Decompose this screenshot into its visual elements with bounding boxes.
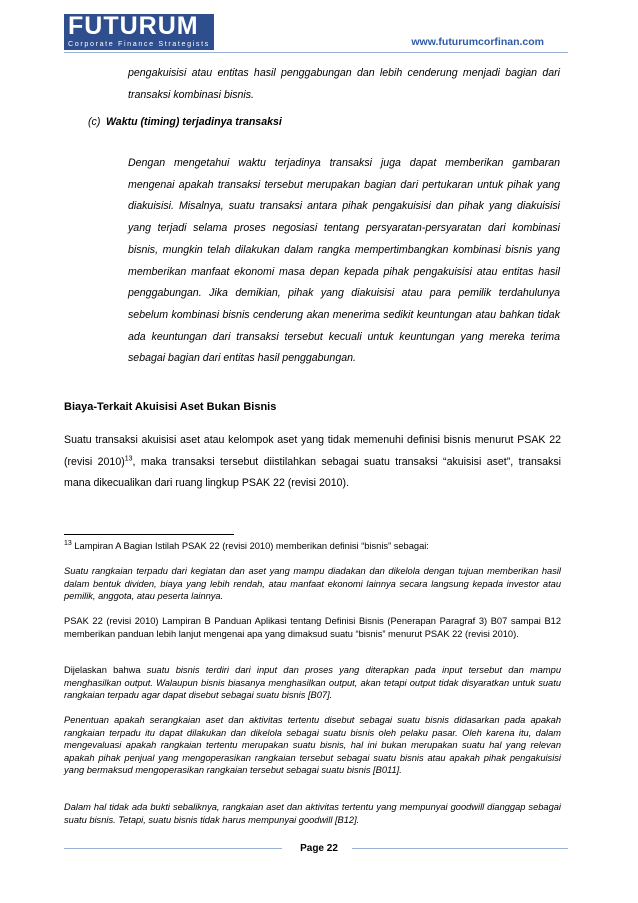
footnote-p5: Dalam hal tidak ada bukti sebaliknya, rangkaian aset dan aktivitas tertentu yang mempunyai goodwill dianggap sebagai suatu bisnis. Tetapi, suatu bisnis tidak harus mempunyai goodwill [B12]. bbox=[64, 802, 561, 825]
header-divider bbox=[64, 52, 568, 53]
footnote-ref[interactable]: 13 bbox=[124, 454, 133, 462]
section-paragraph bbox=[64, 430, 561, 495]
item-c-label: (c) bbox=[88, 116, 101, 128]
item-c-heading bbox=[88, 116, 282, 128]
footnote-intro bbox=[64, 540, 561, 553]
footnote-p4: Penentuan apakah serangkaian aset dan aktivitas tertentu disebut sebagai suatu bisnis didasarkan pada apakah rangkaian terpadu itu dapat dilakukan dan dikelola sebagai suatu bisnis oleh pelaku pasar. Oleh karena itu, dalam mengevaluasi apakah rangkaian tertentu merupakan suatu bisnis, hal ini bukan merupakan suatu hal yang relevan apakah pihak penjual yang mengoperasikan rangkaian tersebut sebagai suatu bisnis atau apakah pihak pengakuisisi yang bermaksud mengoperasikan rangkaian tersebut sebagai suatu bisnis [B011]. bbox=[64, 715, 561, 776]
footnote-number: 13 bbox=[64, 539, 72, 547]
footnote-divider bbox=[64, 534, 234, 535]
footnote-p2: PSAK 22 (revisi 2010) Lampiran B Panduan Aplikasi tentang Definisi Bisnis (Penerapan Paragraf 3) B07 sampai B12 memberikan panduan lebih lanjut mengenai apa yang dimaksud suatu “bisnis” menurut PSAK 22 (revisi 2010). bbox=[64, 616, 561, 639]
footer-divider-right bbox=[352, 848, 568, 849]
footnote-p3-italic: suatu bisnis terdiri dari input dan proses yang diterapkan pada input tersebut dan mampu menghasilkan output. Walaupun bisnis biasanya menghasilkan output, akan tetapi output tidak disyaratkan untuk suatu rangkaian terpadu agar dapat disebut sebagai suatu bisnis [B07]. bbox=[64, 665, 561, 701]
section-heading: Biaya-Terkait Akuisisi Aset Bukan Bisnis bbox=[64, 401, 277, 413]
footnote-p1: Suatu rangkaian terpadu dari kegiatan dan aset yang mampu diadakan dan dikelola dengan tujuan memberikan hasil dalam bentuk dividen, biaya yang lebih rendah, atau manfaat ekonomi lainnya secara langsung kepada investor atau pemilik, anggota, atau peserta lainnya. bbox=[64, 566, 561, 602]
logo-text: FUTURUM bbox=[68, 12, 199, 40]
logo-tagline: Corporate Finance Strategists bbox=[68, 39, 210, 48]
item-c-title: Waktu (timing) terjadinya transaksi bbox=[106, 116, 282, 128]
section-text-part1: Suatu transaksi akuisisi aset atau kelompok aset yang tidak memenuhi definisi bisnis menurut PSAK 22 (revisi 2010) bbox=[64, 434, 561, 468]
footnote-p3 bbox=[64, 664, 561, 702]
intro-paragraph: pengakuisisi atau entitas hasil penggabungan dan lebih cenderung menjadi bagian dari transaksi kombinasi bisnis. bbox=[128, 67, 560, 101]
item-c-paragraph: Dengan mengetahui waktu terjadinya transaksi juga dapat memberikan gambaran mengenai apakah transaksi tersebut merupakan bagian dari pertukaran untuk pihak yang diakuisisi. Misalnya, suatu transaksi antara pihak pengakuisisi dan pihak yang diakuisisi yang terjadi selama proses negosiasi tentang persyaratan-persyaratan dari kombinasi bisnis, mungkin telah dilakukan dalam rangka mempertimbangkan kombinasi bisnis yang memberikan manfaat ekonomi masa depan kepada pihak pengakuisisi atau entitas hasil penggabungan. Jika demikian, pihak yang diakuisisi atau para pemilik terdahulunya sebelum kombinasi bisnis cenderung akan menerima sedikit keuntungan atau bahkan tidak ada keuntungan dari transaksi tersebut kecuali untuk keuntungan yang mereka terima sebagai bagian dari entitas hasil penggabungan. bbox=[128, 157, 560, 365]
website-link[interactable]: www.futurumcorfinan.com bbox=[411, 36, 544, 48]
footnote-intro-text: Lampiran A Bagian Istilah PSAK 22 (revisi 2010) memberikan definisi “bisnis” sebagai: bbox=[74, 541, 429, 551]
footnote-p3-plain: Dijelaskan bahwa bbox=[64, 665, 147, 675]
page-number: Page 22 bbox=[300, 843, 338, 854]
section-text-part2: , maka transaksi tersebut diistilahkan sebagai suatu transaksi “akuisisi aset”, transaksi mana dikecualikan dari ruang lingkup PSAK 22 (revisi 2010). bbox=[64, 455, 561, 489]
futurum-logo bbox=[64, 14, 214, 51]
